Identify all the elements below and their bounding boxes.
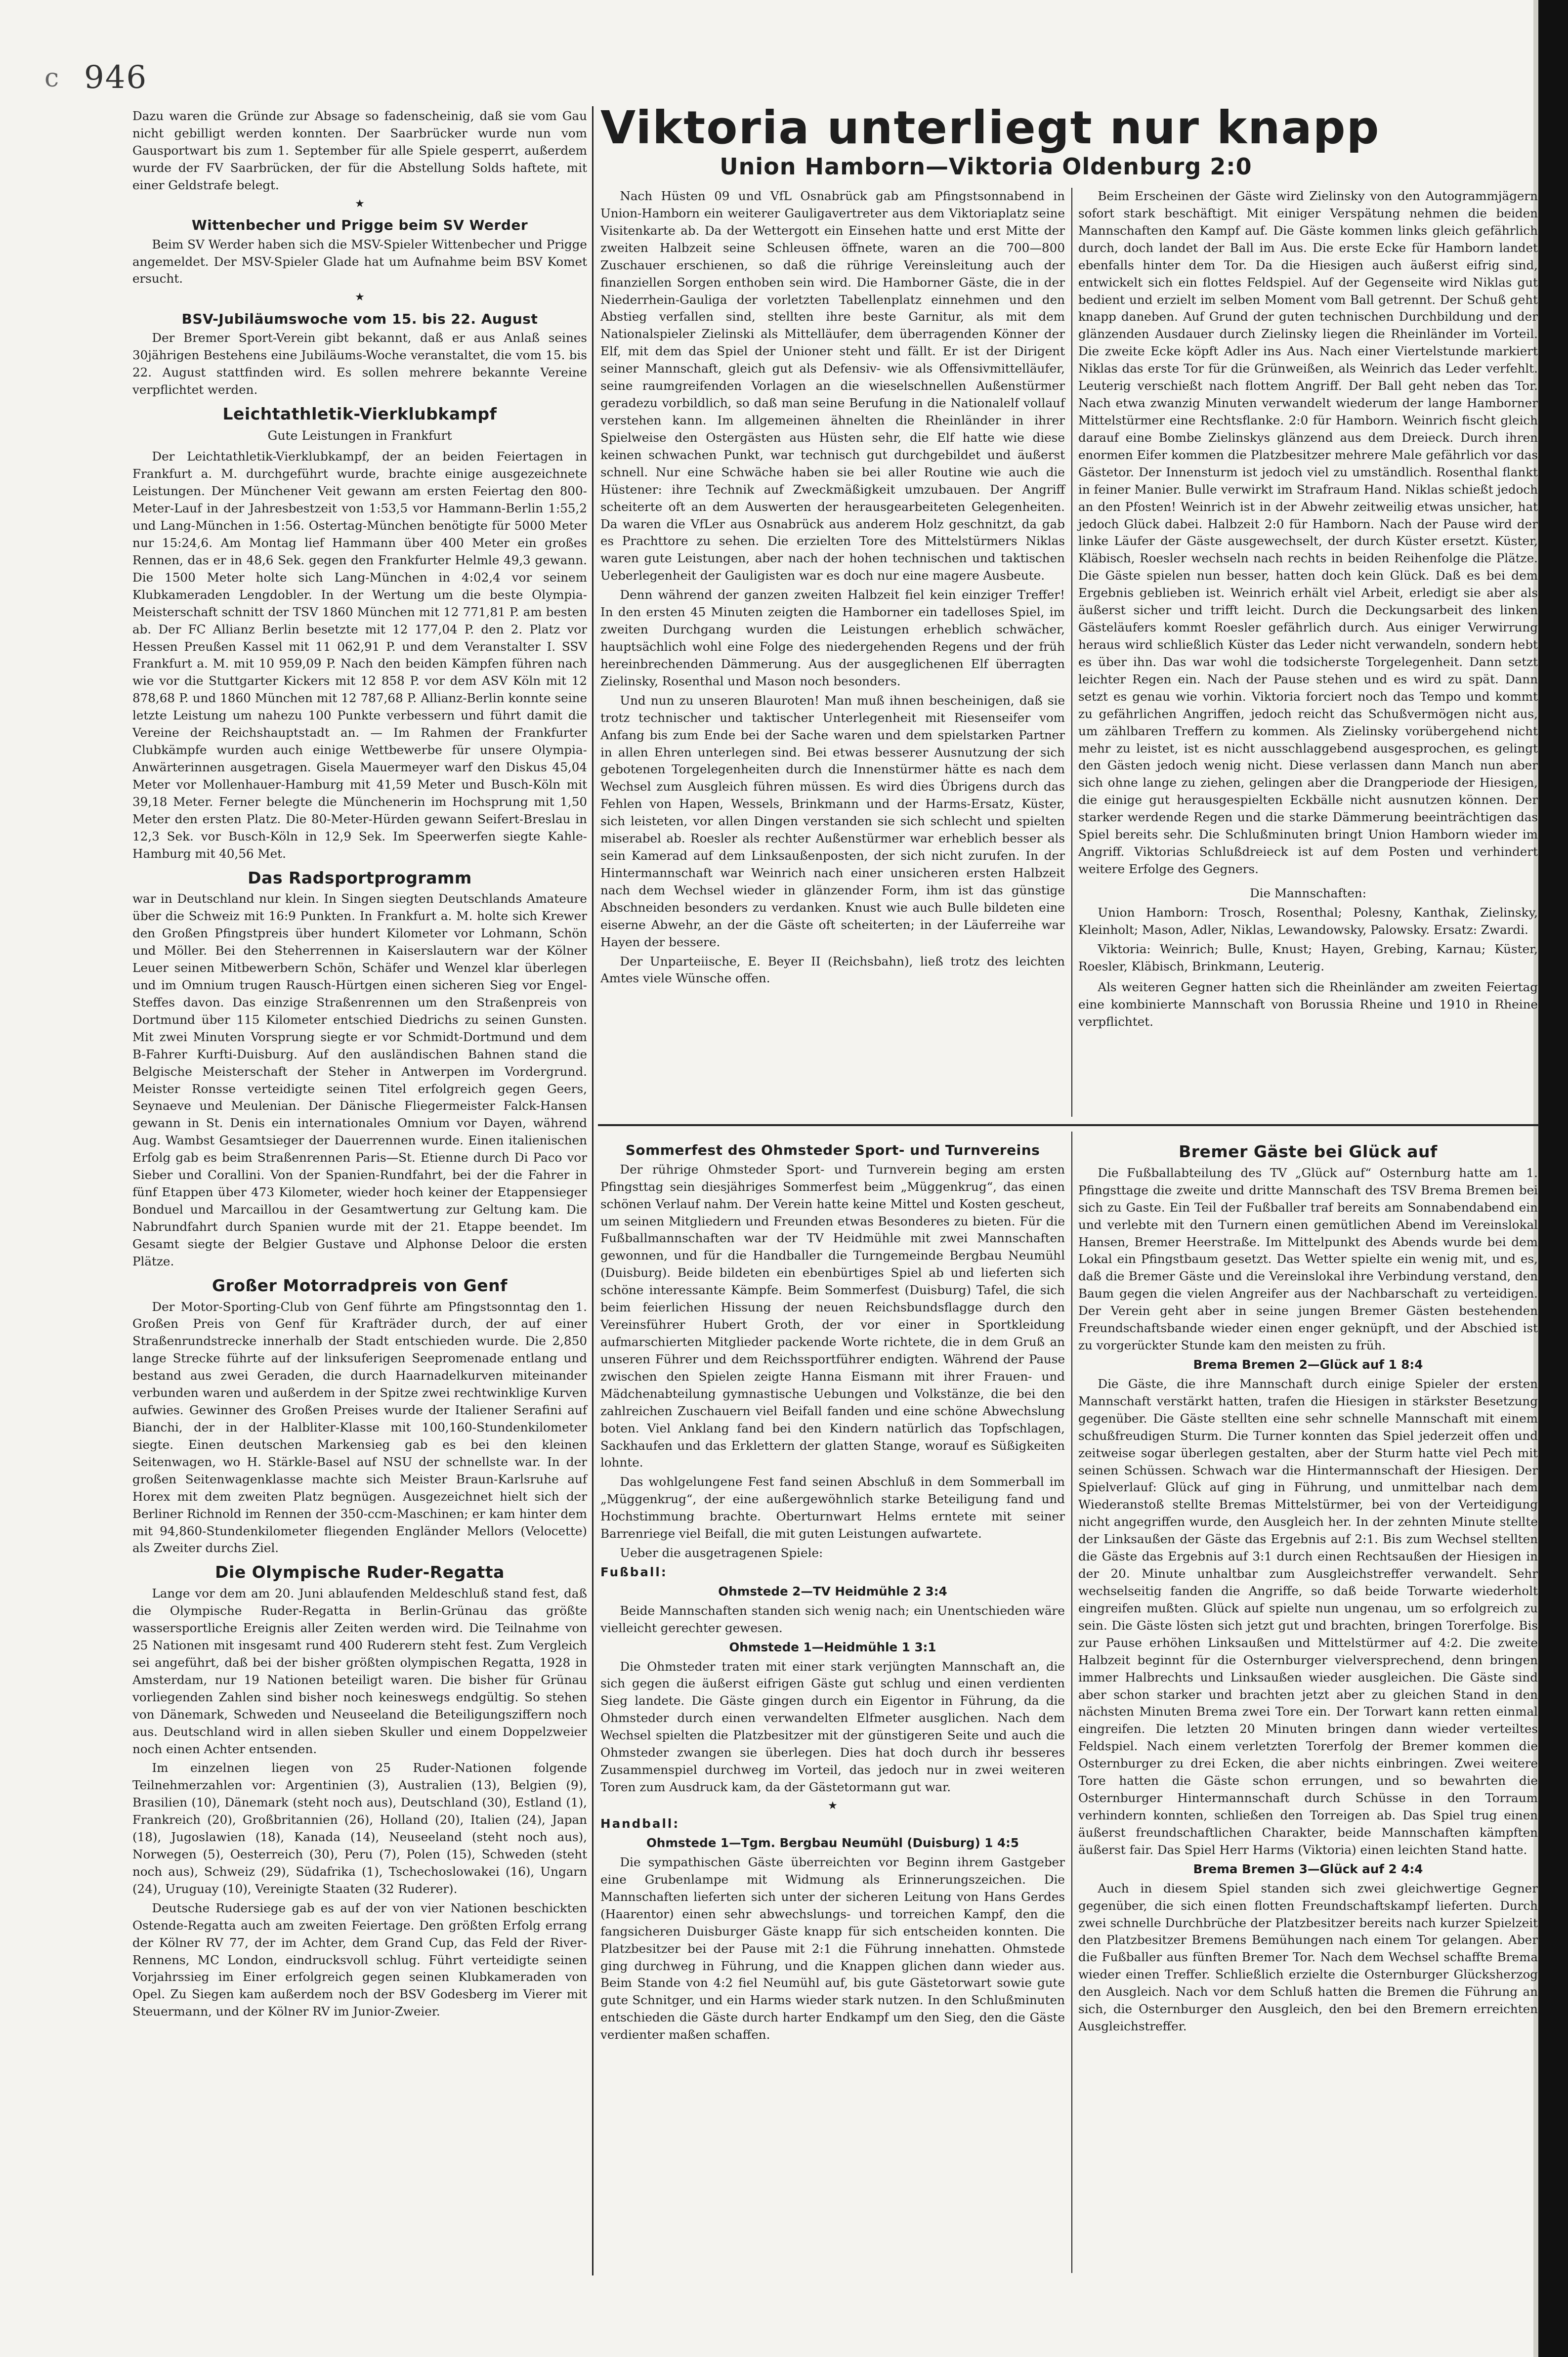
body-paragraph: Der Motor-Sporting-Club von Genf führte am Pfingstsonntag den 1. Großen Preis von Genf für Krafträder durch, der auf einer Straßenrundstrecke innerhalb der Stadt entschieden wurde. Die 2,850 lange Strecke führte auf der linksuferigen Seepromenade entlang und bestand aus zwei Geraden, die durch Haarnadelkurven miteinander verbunden waren und außerdem in der Spitze zwei rechtwinklige Kurven aufwies. Gewinner des Großen Preises wurde der Italiener Serafini auf Bianchi, der in der Halbliter-Klasse mit 100,160-Stundenkilometer siegte. Einen deutschen Markensieg gab es bei den kleinen Seitenwagen, wo H. Stärkle-Basel auf NSU der schnellste war. In der großen Seitenwagenklasse machte sich Meister Braun-Karlsruhe auf Horex mit dem zweiten Platz begnügen. Ausgezeichnet hielt sich der Berliner Richnold im Rennen der 350-ccm-Maschinen; er kam hinter dem mit 94,860-Stundenkilometer fliegenden Engländer Mellors (Velocette) als Zweiter durchs Ziel.	[132, 1299, 587, 1556]
margin-mark: c	[44, 63, 59, 93]
match-brema2-glueckauf1: Brema Bremen 2—Glück auf 1 8:4	[1193, 1357, 1423, 1372]
body-paragraph: Und nun zu unseren Blauroten! Man muß ihnen bescheinigen, daß sie trotz technischer und taktischer Unterlegenheit mit Riesenseifer vom Anfang bis zum Ende bei der Sache waren und dem spielstarken Partner in allen Ehren unterlegen sind. Bei etwas besserer Ausnutzung der sich gebotenen Torgelegenheiten durch die Innenstürmer hätte es nach dem Wechsel zum Ausgleich führen müssen. Es wird dies Übrigens durch das Fehlen von Hapen, Wessels, Brinkmann und der Harms-Ersatz, Küster, sich leisteten, vor allen Dingen verstanden sie sich schlecht und spielten miserabel ab. Roesler als rechter Außenstürmer war erheblich besser als sein Kamerad auf dem Linksaußenposten, der sich nicht zurufen. In der Hintermannschaft war Weinrich nach einer unsicheren ersten Halbzeit nach dem Wechsel wieder in glänzender Form, ihm ist das günstige Abschneiden besonders zu verdanken. Knust wie auch Bulle bildeten eine eiserne Abwehr, an der die Gäste oft scheiterten; in der Läuferreihe war Hayen der bessere.	[600, 693, 1065, 949]
section-rule	[598, 1124, 1539, 1126]
heading-sommerfest: Sommerfest des Ohmsteder Sport- und Turnvereins	[625, 1142, 1040, 1158]
subheading-leichtathletik: Gute Leistungen in Frankfurt	[267, 428, 452, 443]
body-paragraph: Das wohlgelungene Fest fand seinen Abschluß in dem Sommerball im „Müggenkrug“, der eine außergewöhnlich starke Beteiligung fand und Hochstimmung brachte. Oberturnwart Helms erntete mit seiner Barrenriege viel Beifall, die mit guten Leistungen aufwartete.	[600, 1474, 1065, 1541]
main-headline: Viktoria unterliegt nur knapp	[600, 101, 1380, 154]
lineup-viktoria: Viktoria: Weinrich; Bulle, Knust; Hayen, Grebing, Karnau; Küster, Roesler, Kläbisch, Brinkmann, Leuterig.	[1078, 941, 1538, 973]
body-paragraph: Beim SV Werder haben sich die MSV-Spieler Wittenbecher und Prigge angemeldet. Der MSV-Spieler Glade hat um Aufnahme beim BSV Komet ersucht.	[132, 237, 587, 286]
body-paragraph: Der Unparteiische, E. Beyer II (Reichsbahn), ließ trotz des leichten Amtes viele Wünsche offen.	[600, 954, 1065, 986]
lineup-union-hamborn: Union Hamborn: Trosch, Rosenthal; Polesny, Kanthak, Zielinsky, Kleinholt; Mason, Adler, Niklas, Lewandowsky, Palowsky. Ersatz: Zwardi.	[1078, 905, 1538, 937]
body-paragraph: war in Deutschland nur klein. In Singen siegten Deutschlands Amateure über die Schweiz mit 16:9 Punkten. In Frankfurt a. M. holte sich Krewer den Großen Pfingstpreis über hundert Kilometer vor Lohmann, Schön und Möller. Bei den Steherrennen in Kaiserslautern war der Kölner Leuer seinen Mitbewerbern Schön, Schäfer und Wenzel klar überlegen und im Omnium trugen Rausch-Hürtgen einen sicheren Sieg vor Engel-Steffes davon. Das einzige Straßenrennen um den Straßenpreis von Dortmund über 115 Kilometer entschied Diedrichs zu seinen Gunsten. Mit zwei Minuten Vorsprung siegte er vor Schmidt-Dortmund und dem B-Fahrer Kurfti-Duisburg. Auf den ausländischen Bahnen stand die Belgische Meisterschaft der Steher in Antwerpen im Vordergrund. Meister Ronsse verteidigte seinen Titel erfolgreich gegen Geers, Seynaeve und Meulenian. Der Dänische Fliegermeister Falck-Hansen gewann in St. Denis ein internationales Omnium vor Dayen, während Aug. Wambst Gesamtsieger der Dauerrennen wurde. Einen italienischen Erfolg gab es beim Straßenrennen Paris—St. Etienne durch Di Paco vor Sieber und Corallini. Von der Spanien-Rundfahrt, bei der die Fahrer in fünf Etappen über 473 Kilometer, wieder hoch keiner der Etappensieger Bonduel und Marcaillou in der Gesamtwertung zur Geltung kam. Die Nabrundfahrt durch Spanien wurde mit der 21. Etappe beendet. Im Gesamt siegte der Belgier Gustave und Alphonse Deloor die ersten Plätze.	[132, 891, 587, 1268]
body-paragraph: Ueber die ausgetragenen Spiele:	[620, 1546, 823, 1560]
body-paragraph: Als weiteren Gegner hatten sich die Rheinländer am zweiten Feiertag eine kombinierte Mannschaft von Borussia Rheine und 1910 in Rheine verpflichtet.	[1078, 980, 1538, 1029]
column-rule-mid-lower	[1071, 1132, 1072, 2273]
lineup-label: Die Mannschaften:	[1249, 885, 1367, 900]
label-handball: Handball:	[600, 1816, 680, 1831]
body-paragraph: Im einzelnen liegen von 25 Ruder-Nationen folgende Teilnehmerzahlen vor: Argentinien (3), Australien (13), Belgien (9), Brasilien (10), Dänemark (steht noch aus), Deutschland (30), Estland (1), Frankreich (20), Großbritannien (26), Holland (20), Italien (24), Japan (18), Jugoslawien (18), Kanada (14), Neuseeland (steht noch aus), Norwegen (5), Oesterreich (30), Peru (7), Polen (15), Schweden (steht noch aus), Schweiz (29), Südafrika (1), Tschechoslowakei (16), Ungarn (24), Uruguay (10), Vereinigte Staaten (32 Ruderer).	[132, 1761, 587, 1896]
column-sommerfest	[600, 1136, 1065, 2046]
intro-paragraph: Dazu waren die Gründe zur Absage so fadenscheinig, daß sie vom Gau nicht gebilligt werden konnten. Der Saarbrücker wurde nun vom Gausportwart bis zum 1. September für alle Spiele gesperrt, außerdem wurde der FV Saarbrücken, der für die Abstellung Solds haftete, mit einer Geldstrafe belegt.	[132, 109, 587, 192]
body-paragraph: Beide Mannschaften standen sich wenig nach; ein Unentschieden wäre vielleicht gerechter gewesen.	[600, 1603, 1065, 1635]
column-rule-mid-upper	[1071, 188, 1072, 1117]
heading-leichtathletik: Leichtathletik-Vierklubkampf	[222, 404, 497, 424]
label-fussball: Fußball:	[600, 1564, 668, 1579]
body-paragraph: Die Fußballabteilung des TV „Glück auf“ Osternburg hatte am 1. Pfingsttage die zweite und dritte Mannschaft des TSV Brema Bremen bei sich zu Gaste. Ein Teil der Fußballer traf bereits am Sonnabendabend ein und verlebte mit den Turnern einen gemütlichen Abend im Vereinslokal Hansen, Bremer Heerstraße. Im Mittelpunkt des Abends wurde bei dem Lokal ein Pfingstbaum gesetzt. Das Wetter spielte ein wenig mit, und es, daß die Bremer Gäste und die Vereinslokal ihre Verbindung verstand, den Baum gegen die vielen Angreifer aus der Nachbarschaft zu verteidigen. Der Verein geht aber in seine jungen Bremer Gästen bestehenden Freundschaftsbande wieder einen enger geknüpft, und der Abschied ist zu vorgerückter Stunde kam den meisten zu früh.	[1078, 1165, 1538, 1353]
heading-wittenbecher: Wittenbecher und Prigge beim SV Werder	[191, 216, 528, 233]
separator-star: ★	[355, 291, 365, 304]
body-paragraph: Der Leichtathletik-Vierklubkampf, der an beiden Feiertagen in Frankfurt a. M. durchgeführt wurde, brachte einige ausgezeichnete Leistungen. Der Münchener Veit gewann am ersten Feiertag den 800-Meter-Lauf in der Jahresbestzeit von 1:53,5 vor Hammann-Berlin 1:55,2 und Lang-München in 1:56. Ostertag-München benötigte für 5000 Meter nur 15:24,6. Am Montag lief Hammann über 400 Meter ein großes Rennen, das er in 48,6 Sek. gegen den Frankfurter Helmle 49,3 gewann. Die 1500 Meter holte sich Lang-München in 4:02,4 vor seinem Klubkameraden Lengdobler. In der Wertung um die beste Olympia-Meisterschaft schnitt der TSV 1860 München mit 12 771,81 P. am besten ab. Der FC Allianz Berlin besetzte mit 12 177,04 P. den 2. Platz vor Hessen Preußen Kassel mit 11 062,91 P. und dem Veranstalter I. SSV Frankfurt a. M. mit 10 959,09 P. Nach den beiden Kämpfen führen nach wie vor die Stuttgarter Kickers mit 12 858 P. vor dem ASV Köln mit 12 878,68 P. und 1860 München mit 12 787,68 P. Allianz-Berlin konnte seine letzte Leistung um nahezu 100 Punkte verbessern und führt damit die Vereine der Reichshauptstadt an. — Im Rahmen der Frankfurter Clubkämpfe wurden auch einige Wettbewerbe für unsere Olympia-Anwärterinnen ausgetragen. Gisela Mauermeyer warf den Diskus 45,04 Meter vor Mollenhauer-Hamburg mit 41,59 Meter und Busch-Köln mit 39,18 Meter. Ferner belegte die Münchenerin im Hochsprung mit 1,50 Meter den ersten Platz. Die 80-Meter-Hürden gewann Seifert-Breslau in 12,3 Sek. vor Busch-Köln in 12,9 Sek. Im Speerwerfen siegte Kahle-Hamburg mit 40,56 Met.	[132, 449, 587, 861]
separator-star: ★	[828, 1799, 838, 1812]
body-paragraph: Der Bremer Sport-Verein gibt bekannt, daß er aus Anlaß seines 30jährigen Bestehens eine Jubiläums-Woche veranstaltet, die vom 15. bis 22. August stattfinden wird. Es sollen mehrere bekannte Vereine verpflichtet werden.	[132, 331, 587, 397]
body-paragraph: Auch in diesem Spiel standen sich zwei gleichwertige Gegner gegenüber, die sich einen flotten Freundschaftskampf lieferten. Durch zwei schnelle Durchbrüche der Platzbesitzer bereits nach kurzer Spielzeit den Platzbesitzer Bremens Bemühungen nach einem Tor gelangen. Aber die Fußballer aus fünften Bremer Tor. Nach dem Wechsel schaffte Brema wieder einen Treffer. Schließlich erzielte die Osternburger Glücksherzog den Ausgleich. Nach vor dem Schluß hatten die Bremen die Führung an sich, die Osternburger den Ausgleich, den bei den Bremern erreichten Ausgleichstreffer.	[1078, 1881, 1538, 2034]
heading-bsv-jubilaeum: BSV-Jubiläumswoche vom 15. bis 22. August	[181, 310, 538, 327]
body-paragraph: Nach Hüsten 09 und VfL Osnabrück gab am Pfingstsonnabend in Union-Hamborn ein weiterer Gauligavertreter aus dem Viktoriaplatz seine Visitenkarte ab. Da der Wettergott ein Einsehen hatte und erst Mitte der zweiten Halbzeit seine Schleusen öffnete, waren an die 700—800 Zuschauer erschienen, so daß die rührige Vereinsleitung auch der finanziellen Sorgen enthoben sein wird. Die Hamborner Gäste, die in der Niederrhein-Gauliga der vorletzten Tabellenplatz einnehmen und den Abstieg verfallen sind, stellten ihre beste Garnitur, als mit dem Nationalspieler Zielinski als Mittelläufer, dem überragenden Könner der Elf, mit dem das Spiel der Unioner steht und fällt. Er ist der Dirigent seiner Mannschaft, gleich gut als Defensiv- wie als Offensivmittelläufer, seine raumgreifenden Vorlagen an die wieselschnellen Außenstürmer geradezu vorbildlich, so daß man seine Berufung in die Nationalelf vollauf verstehen kann. Im allgemeinen ähnelten die Rheinländer in ihrer Spielweise den Ostergästen aus Hüsten sehr, die Elf hatte wie diese keinen schwachen Punkt, war technisch gut durchgebildet und äußerst schnell. Nur eine Schwäche haben sie bei aller Routine wie auch die Hüstener: ihre Technik auf Zweckmäßigkeit umzubauen. Der Angriff scheiterte oft an dem Auswerten der herausgearbeiteten Gelegenheiten. Da waren die VfLer aus Osnabrück aus anderem Holz geschnitzt, da gab es Prachttore zu sehen. Die erzielten Tore des Mittelstürmers Niklas waren gute Leistungen, aber nach der hohen technischen und taktischen Ueberlegenheit der Gauligisten war es doch nur eine magere Ausbeute.	[600, 189, 1065, 583]
column-left	[132, 108, 587, 2022]
body-paragraph: Deutsche Rudersiege gab es auf der von vier Nationen beschickten Ostende-Regatta auch am zweiten Feiertage. Den größten Erfolg errang der Kölner RV 77, der im Achter, dem Grand Cup, das Feld der River-Rennens, MC London, eindrucksvoll schlug. Führt verteidigte seinen Vorjahrssieg im Einer erfolgreich gegen seinen Klubkameraden von Opel. Zu Siegen kam außerdem noch der BSV Godesberg im Vierer mit Steuermann, und der Kölner RV im Junior-Zweier.	[132, 1900, 587, 2019]
match-ohmstede2-heidmuehle2: Ohmstede 2—TV Heidmühle 2 3:4	[718, 1584, 947, 1599]
match-brema3-glueckauf2: Brema Bremen 3—Glück auf 2 4:4	[1193, 1861, 1423, 1876]
match-ohmstede-neumuehl: Ohmstede 1—Tgm. Bergbau Neumühl (Duisburg) 1 4:5	[646, 1836, 1019, 1851]
column-main-article	[600, 188, 1065, 989]
heading-radsport: Das Radsportprogramm	[248, 868, 472, 887]
scan-page-edge	[1538, 0, 1568, 2357]
match-ohmstede1-heidmuehle1: Ohmstede 1—Heidmühle 1 3:1	[729, 1640, 936, 1654]
heading-motorradpreis: Großer Motorradpreis von Genf	[212, 1275, 508, 1295]
body-paragraph: Der rührige Ohmsteder Sport- und Turnverein beging am ersten Pfingsttag sein diesjähriges Sommerfest beim „Müggenkrug“, das einen schönen Verlauf nahm. Der Verein hatte keine Mittel und Kosten gescheut, um seinen Mitgliedern und Freunden etwas Besonderes zu bieten. Für die Fußballmannschaften war der TV Heidmühle mit zwei Mannschaften gewonnen, und für die Handballer die Turngemeinde Bergbau Neumühl (Duisburg). Beide bildeten ein ebenbürtiges Spiel ab und lieferten sich schöne interessante Kämpfe. Beim Sommerfest (Duisburg) Tafel, die sich beim feierlichen Hissung der neuen Reichsbundsflagge durch den Vereinsführer Hubert Groth, der vor einer in Sportkleidung aufmarschierten Mitglieder packende Worte richtete, die in dem Gruß an unseren Führer und dem Reichssportführer endigten. Während der Pause zwischen den Spielen zeigte Hanna Eismann mit ihrer Frauen- und Mädchenabteilung gymnastische Uebungen und Volkstänze, die bei den zahlreichen Zuschauern viel Beifall fanden und eine schöne Abwechslung boten. Viel Anklang fand bei den Kindern natürlich das Topfschlagen, Sackhaufen und das Erklettern der glatten Stange, worauf es Süßigkeiten lohnte.	[600, 1162, 1065, 1470]
main-subheadline: Union Hamborn—Viktoria Oldenburg 2:0	[720, 153, 1252, 180]
separator-star: ★	[355, 197, 365, 210]
column-bremer-gaeste	[1078, 1136, 1538, 2037]
heading-bremer-gaeste: Bremer Gäste bei Glück auf	[1179, 1142, 1438, 1161]
column-main-article-continued	[1078, 188, 1538, 1033]
body-paragraph: Denn während der ganzen zweiten Halbzeit fiel kein einziger Treffer! In den ersten 45 Minuten zeigten die Hamborner ein tadelloses Spiel, im zweiten Durchgang wurden die Leistungen erheblich schwächer, hauptsächlich wohl eine Folge des niedergehenden Regens und der früh hereinbrechenden Dämmerung. Aus der ausgeglichenen Elf überragten Zielinsky, Rosenthal und Mason noch besonders.	[600, 588, 1065, 688]
body-paragraph: Die Gäste, die ihre Mannschaft durch einige Spieler der ersten Mannschaft verstärkt hatten, trafen die Hiesigen in stärkster Besetzung gegenüber. Die Gäste stellten eine sehr schnelle Mannschaft mit einem schußfreudigen Sturm. Die Turner konnten das Spiel jederzeit offen und zeitweise sogar überlegen gestalten, aber der Sturm hatte viel Pech mit seinen Schüssen. Schwach war die Hintermannschaft der Hiesigen. Der Spielverlauf: Glück auf ging in Führung, und unmittelbar nach dem Wiederanstoß stellte Bremas Mittelstürmer, bei von der Verteidigung nicht angegriffen wurde, den Ausgleich her. In der zehnten Minute stellte der Linksaußen der Gäste das Ergebnis auf 2:1. Bis zum Wechsel stellten die Gäste das Ergebnis auf 3:1 durch einen Rechtsaußen der Hiesigen in der 20. Minute unhaltbar zum Ausgleichstreffer verwandelt. Sehr wechselseitig fanden die Angriffe, so daß beide Torwarte wiederholt eingreifen mußten. Glück auf spielte nun ungenau, um so erfolgreich zu sein. Die Gäste lösten sich jetzt gut und brachten, bringen Torerfolge. Bis zur Pause erhöhen Linksaußen und Mittelstürmer auf 4:2. Die zweite Halbzeit beginnt für die Osternburger vielversprechend, denn bringen immer Halbrechts und Linksaußen wieder ausgleichen. Die Gäste sind aber schon starker und brachten jetzt aber zu gleichen Stand in den nächsten Minuten Brema zwei Tore ein. Der Torwart kann retten einmal eingreifen. Die letzten 20 Minuten bringen dann wieder verteiltes Feldspiel. Nach einem verletzten Torerfolg der Bremer kommen die Osternburger zu drei Ecken, die aber nichts einbringen. Zwei weitere Tore hatten die Gäste schon errungen, und so bewahrten die Osternburger Hintermannschaft durch Schüsse in den Torraum verhindern konnten, schließen den Torreigen ab. Das Spiel trug einen äußerst freundschaftlichen Charakter, beide Mannschaften kämpften äußerst fair. Das Spiel Herr Harms (Viktoria) einen leichten Stand hatte.	[1078, 1376, 1538, 1857]
column-rule-left	[592, 106, 593, 2275]
page-number: 946	[84, 59, 148, 96]
body-paragraph: Die Ohmsteder traten mit einer stark verjüngten Mannschaft an, die sich gegen die äußerst eifrigen Gäste gut schlug und einen verdienten Sieg landete. Die Gäste gingen durch ein Eigentor in Führung, da die Ohmsteder durch einen verwandelten Elfmeter ausglichen. Nach dem Wechsel spielten die Platzbesitzer mit der günstigeren Seite und auch die Ohmsteder zwangen sie überlegen. Dies hat doch durch ihr besseres Zusammenspiel durchweg im Vorteil, das jedoch nur in zwei weiteren Toren zum Ausdruck kam, da der Gästetormann gut war.	[600, 1659, 1065, 1795]
heading-ruder-regatta: Die Olympische Ruder-Regatta	[215, 1562, 505, 1582]
body-paragraph: Lange vor dem am 20. Juni ablaufenden Meldeschluß stand fest, daß die Olympische Ruder-Regatta in Berlin-Grünau das größte wassersportliche Ereignis aller Zeiten werden wird. Die Teilnahme von 25 Nationen mit insgesamt rund 400 Ruderern steht fest. Zum Vergleich sei angeführt, daß bei der bisher größten olympischen Regatta, 1928 in Amsterdam, nur 19 Nationen beteiligt waren. Die bisher für Grünau vorliegenden Zahlen sind bisher noch keineswegs endgültig. So stehen von Dänemark, Schweden und Neuseeland die Beteiligungsziffern noch aus. Deutschland wird in allen sieben Skuller und einem Doppelzweier noch einen Achter entsenden.	[132, 1586, 587, 1756]
body-paragraph: Die sympathischen Gäste überreichten vor Beginn ihrem Gastgeber eine Grubenlampe mit Widmung als Erinnerungszeichen. Die Mannschaften lieferten sich unter der sicheren Leitung von Hans Gerdes (Haarentor) einen sehr abwechslungs- und torreichen Kampf, den die fangsicheren Duisburger Gäste knapp für sich entscheiden konnten. Die Platzbesitzer bei der Pause mit 2:1 die Führung innehatten. Ohmstede ging durchweg in Führung, und die Knappen glichen dann wieder aus. Beim Stande von 4:2 fiel Neumühl auf, bis gute Gästetorwart sowie gute gute Schnitger, und ein Harms wieder stark nutzen. In den Schlußminuten entschieden die Gäste durch harter Endkampf um den Sieg, den die Gäste verdienter maßen schaffen.	[600, 1855, 1065, 2042]
body-paragraph: Beim Erscheinen der Gäste wird Zielinsky von den Autogrammjägern sofort stark beschäftigt. Mit einiger Verspätung nehmen die beiden Mannschaften den Kampf auf. Die Gäste kommen links gleich gefährlich durch, doch landet der Ball im Aus. Die erste Ecke für Hamborn landet ebenfalls hinter dem Tor. Da die Hiesigen auch äußerst eifrig sind, entwickelt sich ein flottes Feldspiel. Auf der Gegenseite wird Niklas gut bedient und erzielt im selben Moment vom Ball getrennt. Der Schuß geht knapp daneben. Auf Grund der guten technischen Durchbildung und der glänzenden Ausdauer durch Zielinsky liegen die Rheinländer im Vorteil. Die zweite Ecke köpft Adler ins Aus. Nach einer Viertelstunde markiert Niklas das erste Tor für die Grünweißen, als Weinrich das Leder verfehlt. Leuterig verschießt nach flottem Angriff. Der Ball geht neben das Tor. Nach etwa zwanzig Minuten verwandelt wiederum der lange Hamborner Mittelstürmer eine Rechtsflanke. 2:0 für Hamborn. Weinrich fischt gleich darauf eine Bombe Zielinskys glänzend aus dem Dreieck. Durch ihren enormen Eifer kommen die Platzbesitzer mehrere Male gefährlich vor das Gästetor. Der Innensturm ist jedoch viel zu umständlich. Rosenthal flankt in feiner Manier. Bulle verwirkt im Strafraum Hand. Niklas schießt jedoch an den Pfosten! Weinrich ist in der Abwehr zeitweilig etwas unsicher, hat jedoch Glück dabei. Halbzeit 2:0 für Hamborn. Nach der Pause wird der linke Läufer der Gäste ausgewechselt, der durch Küster ersetzt. Küster, Kläbisch, Roesler wechseln nach rechts in beiden Reihenfolge die Plätze. Die Gäste spielen nun besser, hatten doch kein Glück. Daß es bei dem Ergebnis geblieben ist. Weinrich erhält viel Arbeit, erledigt sie aber als äußerst sicher und trifft leicht. Durch die Deckungsarbeit des linken Gästeläufers kommt Roesler gefährlich durch. Aus einiger Verwirrung heraus wird schließlich Küster das Leder nicht verwandeln, sondern hebt es über ihn. Das war wohl die todsicherste Torgelegenheit. Dann setzt leichter Regen ein. Nach der Pause stehen und es wird zu spät. Dann setzt es genau wie vorhin. Viktoria forciert noch das Tempo und kommt zu gefährlichen Angriffen, jedoch reicht das Schußvermögen nicht aus, um zählbaren Treffern zu kommen. Als Zielinsky vorübergehend nicht mehr zu leistet, ist es nicht ausschlaggebend ausgesprochen, es gelingt den Gästen jedoch wenig nicht. Diese verlassen dann Manch nun aber sich ohne lange zu ziehen, gelingen aber die Drangperiode der Hiesigen, die einige gut herausgespielten Eckbälle nicht ausnutzen können. Der starker werdende Regen und die starke Dämmerung beeinträchtigen das Spiel bereits sehr. Die Schlußminuten bringt Union Hamborn wieder im Angriff. Viktorias Schlußdreieck ist auf dem Posten und verhindert weitere Erfolge des Gegners.	[1078, 189, 1538, 876]
